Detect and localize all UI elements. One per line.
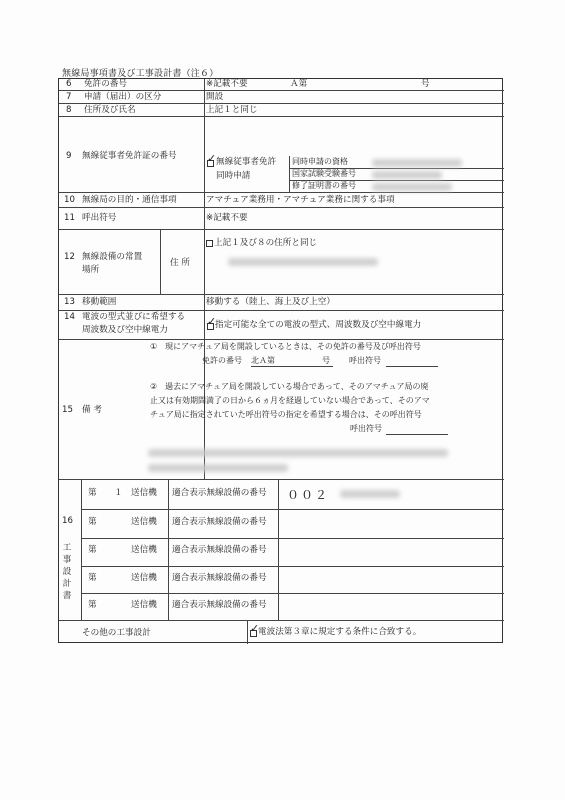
row15-p2-line3: チュア局に指定されていた呼出符号の指定を希望する場合は、その呼出符号 (150, 410, 422, 419)
redacted-remarks (148, 449, 448, 457)
tx4-kind: 送信機 (131, 573, 157, 583)
tx4-dai: 第 (88, 573, 97, 583)
row14-label-2: 周波数及び空中線電力 (82, 325, 168, 335)
row-divider (59, 116, 504, 117)
row-divider (59, 294, 504, 295)
other-design-checkbox-label: 電波法第３章に規定する条件に合致する。 (258, 627, 422, 637)
underline (386, 366, 438, 367)
row-divider (81, 509, 504, 510)
row15-number: 15 (62, 405, 73, 415)
tx5-field: 適合表示無線設備の番号 (172, 600, 267, 610)
row13-value: 移動する（陸上、海上及び上空） (206, 297, 335, 307)
row10-label: 無線局の目的・通信事項 (82, 195, 177, 205)
tx3-dai: 第 (88, 545, 97, 555)
redacted-value (340, 490, 400, 498)
row13-number: 13 (64, 297, 75, 307)
underline (386, 434, 448, 435)
form-title: 無線局事項書及び工事設計書（注６） (62, 69, 219, 79)
tx1-number: １ (114, 488, 123, 498)
row14-number: 14 (64, 312, 75, 322)
row6-note: ※記載不要 (206, 79, 248, 89)
row-divider (59, 192, 504, 193)
tx3-field: 適合表示無線設備の番号 (172, 545, 267, 555)
row9-checkbox-label-1: 無線従事者免許 (216, 157, 277, 167)
row12-label-2: 場所 (82, 265, 100, 275)
row-divider (81, 566, 504, 567)
row16-side-label: 工事設計書 (62, 543, 72, 601)
row14-checkbox-label: 指定可能な全ての電波の型式、周波数及び空中線電力 (215, 320, 422, 330)
row15-p1-callsign-label: 呼出符号 (349, 356, 381, 365)
check-mark-icon: ✓ (207, 152, 217, 165)
row9-number: 9 (66, 151, 72, 161)
row9-sub-exam-number: 国家試験受験番号 (292, 169, 356, 178)
row-divider (59, 229, 504, 230)
row8-number: 8 (66, 105, 72, 115)
row12-checkbox[interactable] (206, 240, 213, 247)
tx2-kind: 送信機 (131, 517, 157, 527)
tx1-dai: 第 (88, 488, 97, 498)
row-divider (59, 479, 504, 480)
row9-label: 無線従事者免許証の番号 (82, 151, 177, 161)
row7-number: 7 (66, 92, 72, 102)
row-divider (59, 620, 504, 621)
redacted-value (372, 159, 462, 167)
row-divider (59, 90, 504, 91)
row7-value: 開設 (206, 92, 224, 102)
other-design-label: その他の工事設計 (82, 628, 151, 638)
row15-p2-line1: ② 過去にアマチュア局を開設している場合であって、そのアマチュア局の廃 (150, 382, 429, 391)
row6-number: 6 (66, 79, 72, 89)
row11-value: ※記載不要 (206, 213, 248, 223)
row12-number: 12 (64, 252, 75, 262)
row-divider (81, 593, 504, 594)
row15-p1-license-label: 免許の番号 (202, 356, 242, 365)
row15-p2-callsign-label: 呼出符号 (350, 424, 382, 433)
underline (251, 366, 333, 367)
redacted-remarks (148, 464, 288, 472)
row8-label: 住所及び氏名 (84, 105, 136, 115)
row15-p2-line2: 止又は有効期間満了の日から６ヵ月を経過していない場合であって、そのアマ (150, 396, 430, 405)
check-mark-icon: ✓ (250, 622, 260, 635)
row10-number: 10 (64, 195, 75, 205)
row15-label: 備 考 (82, 405, 102, 415)
row9-checkbox-label-2: 同時申請 (216, 171, 251, 181)
row15-p1-line1: ① 現にアマチュア局を開設しているときは、その免許の番号及び呼出符号 (150, 342, 421, 351)
column-divider (289, 156, 290, 192)
tx4-field: 適合表示無線設備の番号 (172, 573, 267, 583)
row12-label-1: 無線設備の常置 (82, 252, 143, 262)
row12-sub-label: 住 所 (170, 258, 190, 268)
row6-prefix: Ａ第 (290, 79, 308, 89)
row16-number: 16 (62, 516, 73, 526)
row9-sub-certificate-number: 修了証明書の番号 (292, 181, 356, 190)
column-divider (160, 229, 161, 294)
row8-value: 上記１と同じ (206, 105, 258, 115)
row7-label: 申請（届出）の区分 (84, 92, 162, 102)
row-divider (81, 538, 504, 539)
tx2-dai: 第 (88, 517, 97, 527)
row13-label: 移動範囲 (82, 297, 117, 307)
row-divider (59, 339, 504, 340)
tx5-kind: 送信機 (131, 600, 157, 610)
redacted-address (228, 258, 378, 266)
row6-suffix: 号 (421, 79, 430, 89)
check-mark-icon: ✓ (207, 315, 217, 328)
tx1-field: 適合表示無線設備の番号 (172, 488, 267, 498)
row-divider (59, 310, 504, 311)
row9-sub-qualification: 同時申請の資格 (292, 157, 348, 166)
row14-label-1: 電波の型式並びに希望する (82, 312, 186, 322)
redacted-value (372, 171, 442, 179)
row15-p1-license-suffix: 号 (322, 356, 330, 365)
row-divider (59, 103, 504, 104)
column-divider (247, 620, 248, 644)
tx1-value: ００２ (287, 488, 330, 502)
row6-label: 免許の番号 (84, 79, 127, 89)
column-divider (81, 479, 82, 620)
row10-value: アマチュア業務用・アマチュア業務に関する事項 (206, 195, 395, 205)
tx1-kind: 送信機 (131, 488, 157, 498)
redacted-value (372, 183, 452, 191)
row15-p1-license-prefix: 北Ａ第 (251, 356, 275, 365)
row12-checkbox-label: 上記１及び８の住所と同じ (214, 238, 318, 248)
row-divider (59, 207, 504, 208)
tx5-dai: 第 (88, 600, 97, 610)
tx3-kind: 送信機 (131, 545, 157, 555)
tx2-field: 適合表示無線設備の番号 (172, 517, 267, 527)
row11-number: 11 (64, 213, 75, 223)
column-divider (278, 479, 279, 620)
column-divider (168, 479, 169, 620)
row11-label: 呼出符号 (82, 213, 117, 223)
